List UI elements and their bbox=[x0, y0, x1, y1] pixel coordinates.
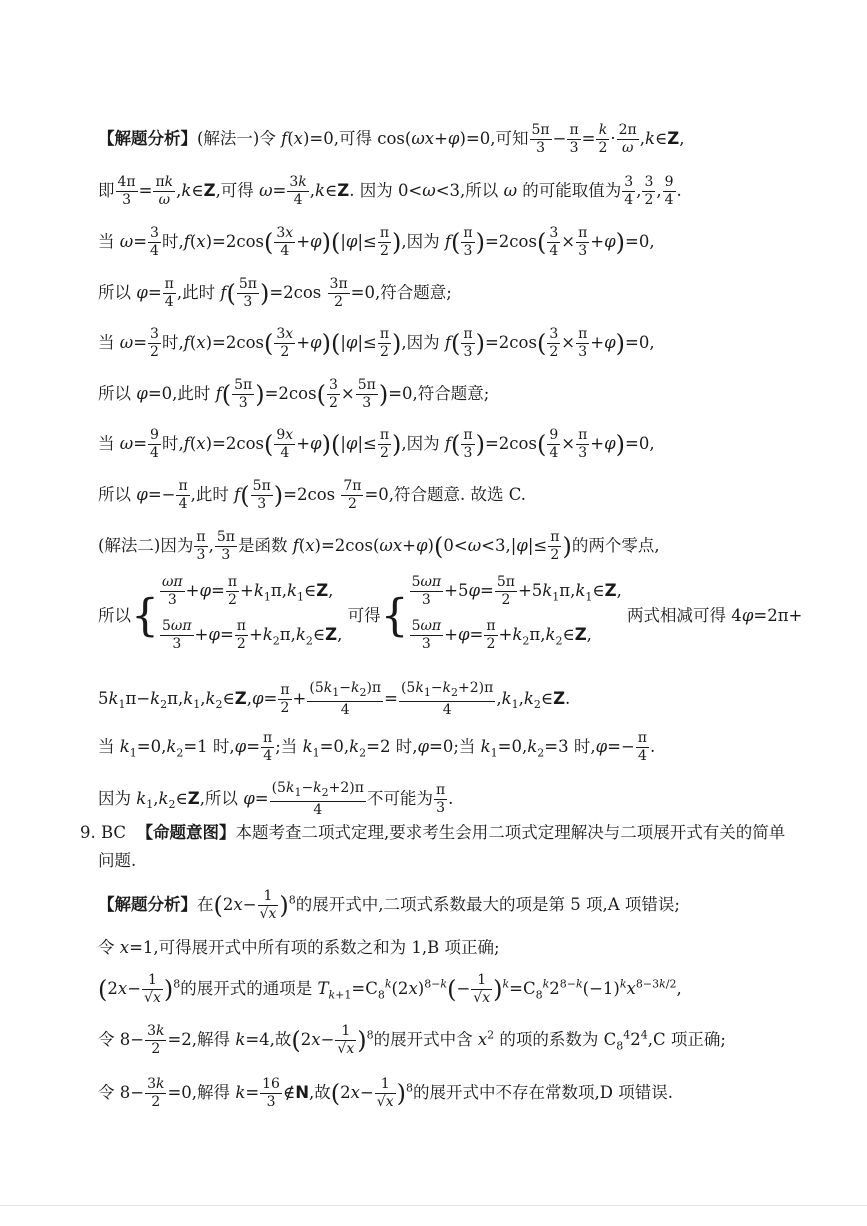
solution-analysis-line-3: 当 ω= $\frac{3}{4}$ 时,f(x)=2cos( $\frac{3x}{4}$ +φ)(|φ|≤ $\frac{\pi}{2}$ ),因为 f( $\frac{\pi}{3}$ )=2cos( $\frac{3}{4}$ × $\frac{\pi}{3}$ +φ)=0, bbox=[98, 225, 655, 259]
equation-system-line: 所以{ $\frac{\omega\pi}{3}$ +φ= $\frac{\pi}{2}$ $+k_1\pi,k_1\in Z$, $\frac{5\omega\pi}{3}$ +φ= $\frac{\pi}{2}$ $+k_2\pi,k_2\in Z$, 可得{ $\frac{5\omega\pi}{3}$ +5φ= $\frac{5\pi}{2}$ $+5k_1\pi,k_1\in Z$, $\frac{5\omega\pi}{3}$ +φ= $\frac{\pi}{2}$ $+k_2\pi,k_2\in Z$, 两式相减可得 4φ=2π+ bbox=[98, 574, 803, 653]
q9-analysis-line-4: 令 8− $\frac{3k}{2}$ =2,解得 k=4,故(2x− $\frac{1}{√x}$ )$^8$的展开式中含 $x^2$ 的项的系数为 $C_8^42^4,C$ 项正确; bbox=[98, 1023, 726, 1057]
question-9-intent: 9. BC 【命题意图】本题考查二项式定理,要求考生会用二项式定理解决与二项展开式有关的简单 bbox=[80, 823, 786, 842]
solution-analysis-line-1: 【解题分析】(解法一)令 f(x)=0,可得 cos(ωx+φ)=0,可知 $\frac{5\pi}{3}$ − $\frac{\pi}{3}$ = $\frac{k}{2}$ · $\frac{2\pi}{\omega}$ ,k∈Z, bbox=[98, 122, 685, 156]
subtraction-result-line: $5k_1\pi-k_2\pi,k_1,k_2\in Z,\varphi=$ $\frac{\pi}{2}$ + $\frac{(5k_1-k_2)\pi}{4}$ = $\frac{(5k_1-k_2+2)\pi}{4}$ $,k_1,k_2\in Z$. bbox=[98, 680, 571, 718]
solution-analysis-line-7: 当 ω= $\frac{9}{4}$ 时,f(x)=2cos( $\frac{9x}{4}$ +φ)(|φ|≤ $\frac{\pi}{2}$ ),因为 f( $\frac{\pi}{3}$ )=2cos( $\frac{9}{4}$ × $\frac{\pi}{3}$ +φ)=0, bbox=[98, 427, 655, 461]
solution-analysis-line-6: 所以 φ=0,此时 f( $\frac{5\pi}{3}$ )=2cos( $\frac{3}{2}$ × $\frac{5\pi}{3}$ )=0,符合题意; bbox=[98, 377, 490, 411]
solution-analysis-line-8: 所以 φ=− $\frac{\pi}{4}$ ,此时 f( $\frac{5\pi}{3}$ )=2cos $\frac{7\pi}{2}$ =0,符合题意. 故选 C. bbox=[98, 478, 527, 512]
solution-analysis-line-5: 当 ω= $\frac{3}{2}$ 时,f(x)=2cos( $\frac{3x}{2}$ +φ)(|φ|≤ $\frac{\pi}{2}$ ),因为 f( $\frac{\pi}{3}$ )=2cos( $\frac{3}{2}$ × $\frac{\pi}{3}$ +φ)=0, bbox=[98, 326, 655, 360]
solution-analysis-line-4: 所以 φ= $\frac{\pi}{4}$ ,此时 f( $\frac{5\pi}{3}$ )=2cos $\frac{3\pi}{2}$ =0,符合题意; bbox=[98, 276, 452, 310]
page-bottom-divider bbox=[0, 1205, 867, 1206]
conclusion-line: 因为 $k_1,k_2\in Z$,所以 φ= $\frac{(5k_1-k_2+2)\pi}{4}$ 不可能为 $\frac{\pi}{3}$ . bbox=[98, 780, 454, 818]
question-9-intent-cont: 问题. bbox=[98, 851, 137, 870]
q9-analysis-line-3: (2x− $\frac{1}{√x}$ )$^8$的展开式的通项是 $T_{k+1}=C_8^k(2x)^{8-k}(-$ $\frac{1}{√x}$ )$^k=C_8^k2^{8-k}(-1)^kx^{8-3k/2}$, bbox=[98, 972, 682, 1006]
cases-line: 当 $k_1=0,k_2=1$ 时,φ= $\frac{\pi}{4}$ ;当 $k_1=0,k_2=2$ 时,φ=0;当 $k_1=0,k_2=3$ 时,φ=− $\frac{\pi}{4}$ . bbox=[98, 730, 656, 764]
solution-analysis-line-2: 即 $\frac{4\pi}{3}$ = $\frac{\pi k}{\omega}$ ,k∈Z,可得 ω= $\frac{3k}{4}$ ,k∈Z. 因为 0<ω<3,所以 ω 的可能取值为 $\frac{3}{4}$ , $\frac{3}{2}$ , $\frac{9}{4}$ . bbox=[98, 174, 682, 208]
method-two-line: (解法二)因为 $\frac{\pi}{3}$ , $\frac{5\pi}{3}$ 是函数 f(x)=2cos(ωx+φ)(0<ω<3,|φ|≤ $\frac{\pi}{2}$ )的两个零点, bbox=[98, 529, 660, 563]
q9-analysis-line-1: 【解题分析】在(2x− $\frac{1}{√x}$ )$^8$的展开式中,二项式系数最大的项是第 5 项,A 项错误; bbox=[98, 888, 680, 922]
q9-analysis-line-2: 令 x=1,可得展开式中所有项的系数之和为 1,B 项正确; bbox=[98, 938, 500, 957]
q9-analysis-line-5: 令 8− $\frac{3k}{2}$ =0,解得 k= $\frac{16}{3}$ ∉N,故(2x− $\frac{1}{√x}$ )$^8$的展开式中不存在常数项,D 项错误. bbox=[98, 1076, 673, 1110]
